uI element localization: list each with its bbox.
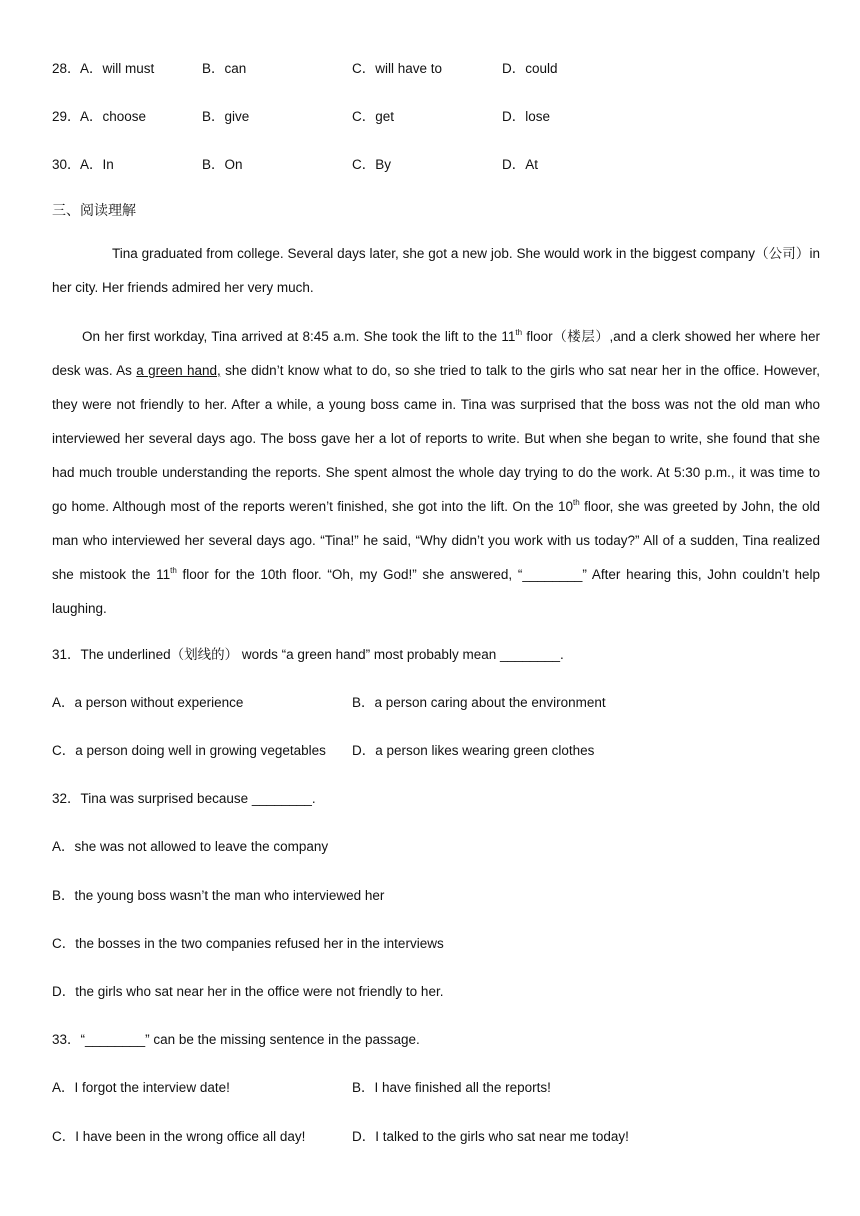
option-c: C．By [352, 157, 392, 172]
option-b: B．give [202, 109, 250, 124]
option-b: B．On [202, 157, 243, 172]
option-a: A．a person without experience [52, 695, 244, 710]
text-run: floor, she was greeted by John, the old man who interviewed her several days ago. “Tina!” he said, “Why didn’t you work with us today?” All of a sudden, Tina realized she mistook the 11 [52, 499, 820, 582]
question-number: 29． [52, 109, 81, 124]
section-heading: 三、阅读理解 [52, 202, 136, 218]
option-c: C．a person doing well in growing vegetables [52, 743, 326, 758]
question-32-stem: 32．Tina was surprised because ________. [52, 791, 316, 806]
question-30 [52, 155, 820, 175]
question-31-stem: 31．The underlined（划线的） words “a green hand” most probably mean ________. [52, 647, 564, 662]
question-28 [52, 59, 820, 79]
paragraph-text [52, 320, 820, 626]
option-a: A．she was not allowed to leave the company [52, 839, 329, 854]
option-a: A．will must [80, 61, 155, 76]
option-c: C．get [352, 109, 395, 124]
passage-paragraph-1 [52, 237, 820, 305]
passage-paragraph-2 [52, 320, 820, 626]
superscript: th [573, 498, 580, 507]
option-a: A．In [80, 157, 114, 172]
option-d: D．At [502, 157, 539, 172]
superscript: th [515, 328, 523, 337]
question-31-options-cd [52, 741, 820, 761]
text-run: floor（楼层）,and a clerk showed her where her desk was. As [52, 329, 820, 378]
text-run: she didn’t know what to do, so she tried to talk to the girls who sat near her in the office. However, they were not friendly to her. After a while, a young boss came in. Tina was surprised that the boss was not the old man who interviewed her several days ago. The boss gave her a lot of reports to write. But when she began to write, she found that she had much trouble understanding the reports. She spent almost the whole day trying to do the work. At 5:30 p.m., it was time to go home. Although most of the reports weren’t finished, she got into the lift. On the 10 [52, 363, 820, 514]
question-33-options-cd [52, 1127, 820, 1147]
option-d: D．could [502, 61, 558, 76]
question-number: 30． [52, 157, 81, 172]
option-b: B．can [202, 61, 247, 76]
question-number: 28． [52, 61, 81, 76]
underlined-phrase: a green hand, [136, 363, 221, 378]
question-31-options-ab [52, 693, 820, 713]
question-33-options-ab [52, 1078, 820, 1098]
option-a: A．choose [80, 109, 147, 124]
option-b: B．I have finished all the reports! [352, 1080, 551, 1095]
text-run: On her first workday, Tina arrived at 8:45 a.m. She took the lift to the 11 [82, 329, 516, 344]
question-29 [52, 107, 820, 127]
superscript: th [170, 566, 177, 575]
option-c: C．will have to [352, 61, 443, 76]
text-run: floor for the 10th floor. “Oh, my God!” she answered, “________” After hearing this, John couldn’t help laughing. [52, 567, 820, 616]
option-b: B．the young boss wasn’t the man who interviewed her [52, 888, 385, 903]
paragraph-text: Tina graduated from college. Several days later, she got a new job. She would work in the biggest company（公司）in her city. Her friends admired her very much. [52, 246, 820, 295]
option-b: B．a person caring about the environment [352, 695, 606, 710]
option-a: A．I forgot the interview date! [52, 1080, 230, 1095]
option-d: D．I talked to the girls who sat near me today! [352, 1129, 629, 1144]
option-c: C．the bosses in the two companies refused her in the interviews [52, 936, 444, 951]
option-d: D．the girls who sat near her in the office were not friendly to her. [52, 984, 444, 999]
question-33-stem: 33．“________” can be the missing sentence in the passage. [52, 1032, 420, 1047]
option-d: D．a person likes wearing green clothes [352, 743, 595, 758]
option-d: D．lose [502, 109, 551, 124]
option-c: C．I have been in the wrong office all day! [52, 1129, 306, 1144]
